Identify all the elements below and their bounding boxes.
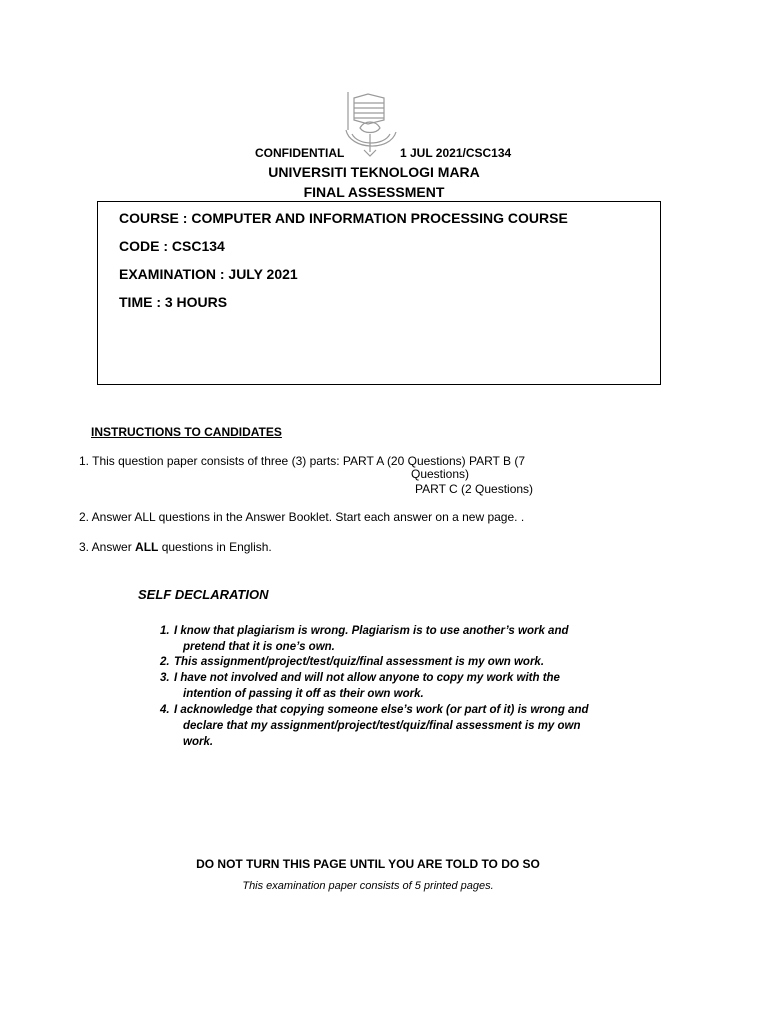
instruction-1-line3: PART C (2 Questions) bbox=[415, 482, 534, 496]
declaration-text-cont: pretend that it is one’s own. bbox=[183, 641, 335, 653]
declaration-number: 3. bbox=[160, 672, 170, 684]
declaration-number: 1. bbox=[160, 625, 170, 637]
instruction-1-line2: Questions) bbox=[411, 467, 470, 481]
instruction-3-prefix: 3. Answer bbox=[79, 540, 136, 554]
declaration-text-cont: declare that my assignment/project/test/quiz/final assessment is my own bbox=[183, 720, 581, 732]
instruction-3-suffix: questions in English. bbox=[158, 540, 272, 554]
declaration-number: 2. bbox=[160, 656, 170, 668]
course-info-box bbox=[97, 201, 661, 385]
declaration-text-cont: work. bbox=[183, 736, 214, 748]
declaration-text: This assignment/project/test/quiz/final assessment is my own work. bbox=[174, 656, 545, 668]
do-not-turn-warning: DO NOT TURN THIS PAGE UNTIL YOU ARE TOLD TO DO SO bbox=[196, 857, 540, 871]
assessment-title: FINAL ASSESSMENT bbox=[303, 184, 445, 200]
declaration-text: I acknowledge that copying someone else’s work (or part of it) is wrong and bbox=[174, 704, 589, 716]
declaration-text: I have not involved and will not allow anyone to copy my work with the bbox=[174, 672, 560, 684]
course-line: COURSE : COMPUTER AND INFORMATION PROCESSING COURSE bbox=[119, 210, 568, 226]
instructions-heading: INSTRUCTIONS TO CANDIDATES bbox=[91, 425, 282, 439]
declaration-item-3 bbox=[160, 670, 618, 702]
declaration-item-2 bbox=[160, 654, 618, 670]
confidential-label: CONFIDENTIAL bbox=[255, 146, 345, 160]
printed-pages-note: This examination paper consists of 5 printed pages. bbox=[242, 880, 494, 892]
university-crest-icon bbox=[340, 90, 404, 158]
exam-code-label: 1 JUL 2021/CSC134 bbox=[400, 146, 512, 160]
code-line: CODE : CSC134 bbox=[119, 238, 225, 254]
declaration-item-4 bbox=[160, 702, 618, 750]
university-title: UNIVERSITI TEKNOLOGI MARA bbox=[268, 164, 480, 180]
examination-line: EXAMINATION : JULY 2021 bbox=[119, 266, 298, 282]
instruction-1-line1: 1. This question paper consists of three (3) parts: PART A (20 Questions) PART B (7 bbox=[79, 454, 525, 468]
declaration-number: 4. bbox=[160, 704, 170, 716]
instruction-3 bbox=[79, 540, 272, 554]
time-line: TIME : 3 HOURS bbox=[119, 294, 228, 310]
instruction-3-bold: ALL bbox=[135, 540, 159, 554]
declaration-text-cont: intention of passing it off as their own work. bbox=[183, 688, 424, 700]
self-declaration-heading: SELF DECLARATION bbox=[138, 587, 269, 602]
declaration-text: I know that plagiarism is wrong. Plagiarism is to use another’s work and bbox=[174, 625, 569, 637]
instruction-2: 2. Answer ALL questions in the Answer Booklet. Start each answer on a new page. . bbox=[79, 510, 525, 524]
declaration-item-1 bbox=[160, 623, 618, 655]
